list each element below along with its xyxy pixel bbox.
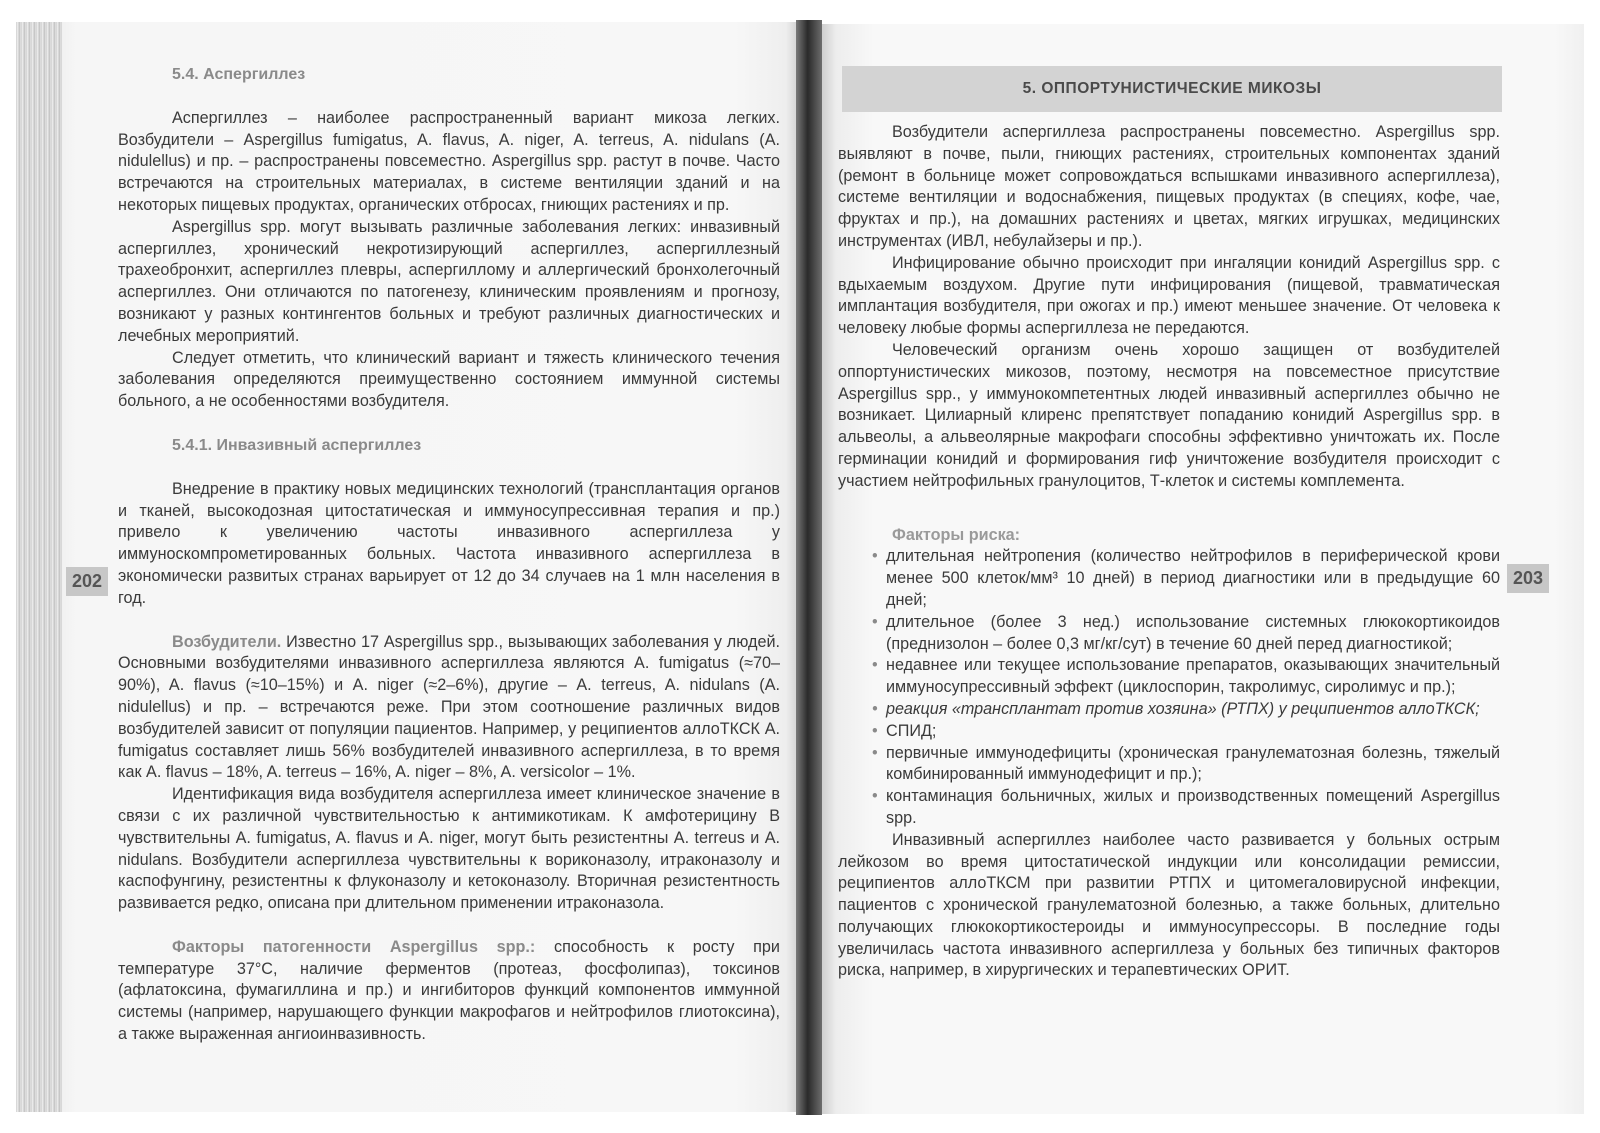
list-item: • реакция «трансплантат против хозяина» (РТПХ) у реципиентов аллоТКСК;	[886, 699, 1500, 721]
paragraph: Внедрение в практику новых медицинских технологий (трансплантация органов и тканей, высокодозная цитостатическая и иммуносупрессивная терапия и пр.) привело к увеличению частоты инвазивного аспергиллеза у иммуноскомпрометированных больных. Частота инвазивного аспергиллеза в экономически развитых странах варьирует от 12 до 34 случаев на 1 млн населения в год.	[118, 479, 780, 607]
right-text-column	[838, 122, 1500, 982]
paragraph-pathogens	[118, 632, 780, 785]
pathogens-text: Известно 17 Aspergillus spp., вызывающих заболевания у людей. Основными возбудителями инвазивного аспергиллеза являются A. fumigatus (≈70–90%), A. flavus (≈10–15%) и A. niger (≈2–6%), другие – A. terreus, A. nidulans (A. nidulellus) и пр. – встречаются реже. При этом соотношение различных видов возбудителей зависит от популяции пациентов. Например, у реципиентов аллоТКСК A. fumigatus составляет лишь 56% возбудителей инвазивного аспергиллеза, в то время как A. flavus – 18%, A. terreus – 16%, A. niger – 8%, A. versicolor – 1%.	[118, 632, 780, 782]
page-number-right: 203	[1507, 564, 1549, 593]
pathogenicity-text: способность к росту при температуре 37°С, наличие ферментов (протеаз, фосфолипаз), токсинов (афлатоксина, фумагиллина и пр.) и ингибиторов функций компонентов иммунной системы (например, нарушающего функции макрофагов и нейтрофилов глиотоксина), а также выраженная ангиоинвазивность.	[118, 937, 780, 1044]
paragraph: Человеческий организм очень хорошо защищен от возбудителей оппортунистических микозов, поэтому, несмотря на повсеместное присутствие Aspergillus spp., у иммунокомпетентных людей инвазивный аспергиллез обычно не возникает. Цилиарный клиренс препятствует попаданию конидий Aspergillus spp. в альвеолы, а альвеолярные макрофаги способны эффективно уничтожать их. После герминации конидий и формирования гиф уничтожение возбудителя происходит с участием нейтрофильных гранулоцитов, Т-клеток и системы комплемента.	[838, 340, 1500, 490]
list-item: • контаминация больничных, жилых и производственных помещений Aspergillus spp.	[886, 786, 1500, 830]
paragraph: Аспергиллез – наиболее распространенный вариант микоза легких. Возбудители – Aspergillus fumigatus, A. flavus, A. niger, A. terreus, A. nidulans (A. nidulellus) и пр. – распространены повсеместно. Aspergillus spp. растут в почве. Часто встречаются на строительных материалах, в системе вентиляции зданий и на некоторых пищевых продуктах, органических отбросах, гниющих растениях и пр.	[118, 108, 780, 214]
pathogenicity-lead: Факторы патогенности Aspergillus spp.:	[172, 937, 536, 956]
paragraph: Идентификация вида возбудителя аспергиллеза имеет клиническое значение в связи с их различной чувствительностью к антимикотикам. К амфотерицину В чувствительны A. fumigatus, A. flavus и A. niger, могут быть резистентны A. terreus и A. nidulans. Возбудители аспергиллеза чувствительны к вориконазолу, итраконазолу и каспофунгину, резистентны к флуконазолу и кетоконазолу. Вторичная резистентность развивается редко, описана при длительном применении итраконазола.	[118, 785, 780, 913]
page-number-left: 202	[66, 567, 108, 596]
subsection-title: 5.4.1. Инвазивный аспергиллез	[172, 436, 422, 454]
list-item: • СПИД;	[886, 721, 1500, 743]
paragraph: Возбудители аспергиллеза распространены повсеместно. Aspergillus spp. выявляют в почве, пыли, гниющих растениях, строительных компонентах зданий (ремонт в больнице может сопровождаться вспышками инвазивного аспергиллеза), системе вентиляции и водоснабжения, пищевых продуктах (в специях, кофе, чае, фруктах и пр.), на домашних растениях и цветах, мягких игрушках, медицинских инструментах (ИВЛ, небулайзеры и пр.).	[838, 123, 1500, 250]
risk-factors-title: Факторы риска:	[892, 525, 1021, 544]
section-title: 5.4. Аспергиллез	[172, 66, 306, 83]
risk-factors-list	[838, 546, 1500, 829]
pathogens-lead: Возбудители.	[172, 632, 282, 651]
paragraph: Следует отметить, что клинический вариант и тяжесть клинического течения заболевания определяются преимущественно состоянием иммунной системы больного, а не особенностями возбудителя.	[118, 348, 780, 411]
list-item: • длительное (более 3 нед.) использование системных глюкокортикоидов (преднизолон – более 0,3 мг/кг/сут) в течение 60 дней перед диагностикой;	[886, 612, 1500, 656]
list-item: • недавнее или текущее использование препаратов, оказывающих значительный иммуносупрессивный эффект (циклоспорин, такролимус, сиролимус и пр.);	[886, 655, 1500, 699]
left-text-column	[118, 64, 780, 1046]
paragraph: Инфицирование обычно происходит при ингаляции конидий Aspergillus spp. с вдыхаемым воздухом. Другие пути инфицирования (пищевой, травматическая имплантация возбудителя, при ожогах и пр.) имеют меньшее значение. От человека к человеку любые формы аспергиллеза не передаются.	[838, 253, 1500, 338]
paragraph: Инвазивный аспергиллез наиболее часто развивается у больных острым лейкозом во время цитостатической индукции или консолидации ремиссии, реципиентов аллоТКСМ при развитии РТПХ и цитомегаловирусной инфекции, пациентов с хронической гранулематозной болезнью, а также больных, длительно получающих глюкокортикостероиды и иммуносупрессоры. В последние годы увеличилась частота инвазивного аспергиллеза у больных без типичных факторов риска, например, в хирургических и терапевтических ОРИТ.	[838, 830, 1500, 980]
paragraph-pathogenicity	[118, 937, 780, 1046]
book-gutter	[796, 20, 822, 1115]
list-item: • длительная нейтропения (количество нейтрофилов в периферической крови менее 500 клеток/мм³ 10 дней) в период диагностики или в предыдущие 60 дней;	[886, 546, 1500, 611]
list-item: • первичные иммунодефициты (хроническая гранулематозная болезнь, тяжелый комбинированный иммунодефицит и пр.);	[886, 743, 1500, 787]
paragraph: Aspergillus spp. могут вызывать различные заболевания легких: инвазивный аспергиллез, хронический некротизирующий аспергиллез, аспергиллезный трахеобронхит, аспергиллез плевры, аспергиллому и аллергический бронхолегочный аспергиллез. Они отличаются по патогенезу, клиническим проявлениям и прогнозу, возникают у разных контингентов больных и требуют различных диагностических и лечебных мероприятий.	[118, 217, 780, 345]
chapter-header: 5. ОППОРТУНИСТИЧЕСКИЕ МИКОЗЫ	[842, 66, 1502, 112]
